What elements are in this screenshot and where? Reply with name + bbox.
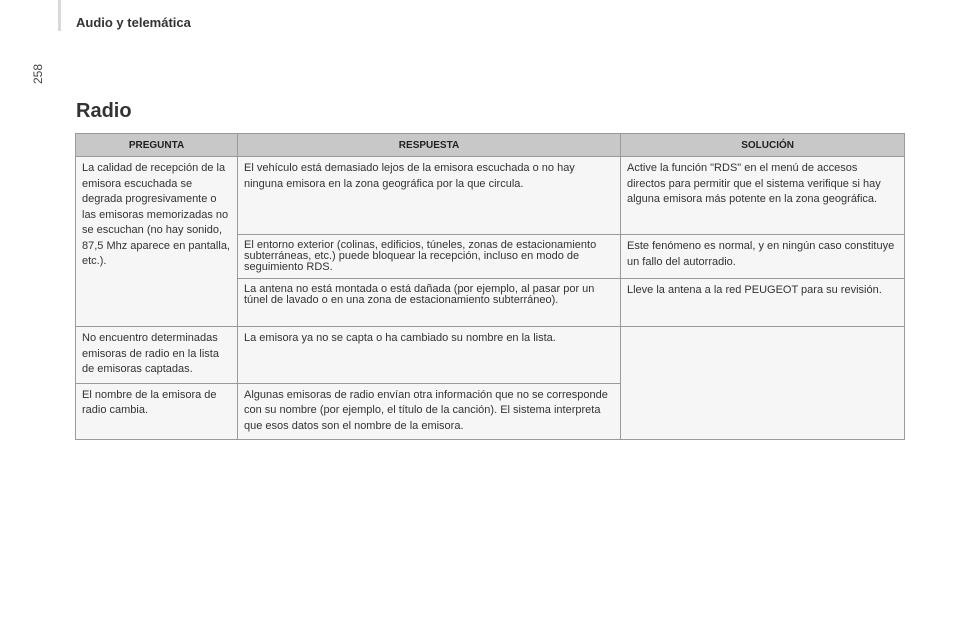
page-number: 258 [31,63,45,84]
column-header-respuesta: RESPUESTA [238,134,621,157]
answer-cell: El vehículo está demasiado lejos de la emisora escuchada o no hay ninguna emisora en la zona geográfica por la que circula. [238,157,621,235]
question-cell: El nombre de la emisora de radio cambia. [76,383,238,440]
solution-cell: Este fenómeno es normal, y en ningún caso constituye un fallo del autorradio. [621,235,905,279]
table-header-row [76,134,905,157]
troubleshooting-table [75,133,905,440]
question-cell: La calidad de recepción de la emisora escuchada se degrada progresivamente o las emisoras memorizadas no se escuchan (no hay sonido, 87,5 Mhz aparece en pantalla, etc.). [76,157,238,327]
solution-cell: Lleve la antena a la red PEUGEOT para su revisión. [621,279,905,327]
answer-cell: La emisora ya no se capta o ha cambiado su nombre en la lista. [238,327,621,384]
column-header-pregunta: PREGUNTA [76,134,238,157]
header-side-rule [58,0,61,31]
section-title: Audio y telemática [76,15,191,30]
answer-cell: El entorno exterior (colinas, edificios, túneles, zonas de estacionamiento subterráneas, etc.) puede bloquear la recepción, incluso en modo de seguimiento RDS. [238,235,621,279]
question-cell: No encuentro determinadas emisoras de radio en la lista de emisoras captadas. [76,327,238,384]
solution-cell: Active la función "RDS" en el menú de accesos directos para permitir que el sistema verifique si hay alguna emisora más potente en la zona geográfica. [621,157,905,235]
table-row [76,327,905,384]
answer-cell: Algunas emisoras de radio envían otra información que no se corresponde con su nombre (por ejemplo, el título de la canción). El sistema interpreta que esos datos son el nombre de la emisora. [238,383,621,440]
solution-cell-empty [621,327,905,440]
table-row [76,157,905,235]
page-heading: Radio [76,100,132,122]
answer-cell: La antena no está montada o está dañada (por ejemplo, al pasar por un túnel de lavado o en una zona de estacionamiento subterráneo). [238,279,621,327]
column-header-solucion: SOLUCIÓN [621,134,905,157]
page-number-container [31,60,45,86]
